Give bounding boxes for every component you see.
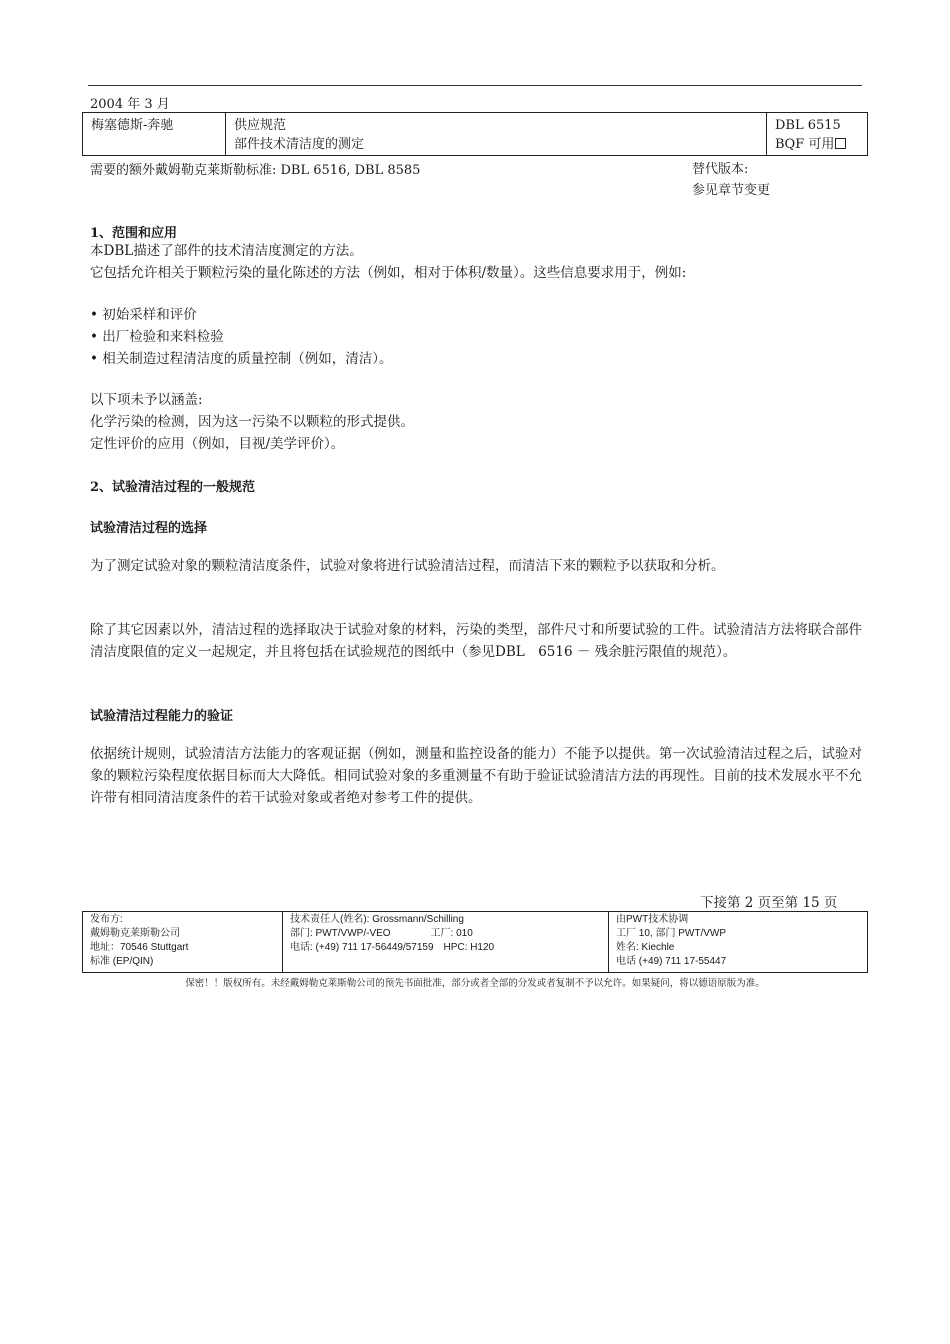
doc-number: DBL 6515	[775, 118, 841, 133]
additional-standards: 需要的额外戴姆勒克莱斯勒标准: DBL 6516, DBL 8585	[90, 163, 421, 178]
bqf-row	[775, 135, 859, 154]
footer-text: 技术责任人(姓名): Grossmann/Schilling	[290, 914, 464, 925]
footer-responsible	[283, 912, 609, 972]
section2-heading: 2、试验清洁过程的一般规范	[90, 480, 256, 495]
footer-text: 电话 (+49) 711 17-55447	[616, 956, 727, 967]
paragraph-2: 除了其它因素以外，清洁过程的选择取决于试验对象的材料，污染的类型，部件尺寸和所要试验的工件。试验清洁方法将联合部件清洁度限值的定义一起规定，并且将包括在试验规范的图纸中（参见DBL 6516 － 残余脏污限值的规范）。	[90, 622, 862, 660]
footer-text: 地址：70546 Stuttgart	[90, 942, 189, 953]
bullet-3: • 相关制造过程清洁度的质量控制（例如，清洁）。	[90, 351, 393, 367]
footer-text: 工厂 10, 部门 PWT/VWP	[616, 928, 727, 939]
bqf-label: BQF 可用	[775, 137, 835, 152]
company-cell: 梅塞德斯-奔驰	[83, 113, 226, 155]
paragraph-3: 依据统计规则，试验清洁方法能力的客观证据（例如，测量和监控设备的能力）不能予以提供。第一次试验清洁过程之后，试验对象的颗粒污染程度依据目标而大大降低。相同试验对象的多重测量不有助于验证试验清洁方法的再现性。目前的技术发展水平不允许带有相同清洁度条件的若干试验对象或者绝对参考工件的提供。	[90, 746, 862, 806]
top-rule	[88, 85, 862, 86]
replaces-block	[692, 159, 770, 201]
subheading-verification: 试验清洁过程能力的验证	[90, 709, 234, 724]
doc-title: 部件技术清洁度的测定	[234, 137, 365, 152]
page-continuation: 下接第 2 页至第 15 页	[700, 895, 838, 911]
header-table	[82, 112, 868, 156]
checkbox-icon	[835, 138, 846, 149]
footer-table	[82, 911, 868, 973]
footer-text: 部门: PWT/VWP/-VEO 工厂: 010	[290, 928, 473, 939]
document-date: 2004 年 3 月	[90, 97, 170, 112]
number-cell	[767, 113, 867, 155]
paragraph-1: 为了测定试验对象的颗粒清洁度条件，试验对象将进行试验清洁过程，而清洁下来的颗粒予以获取和分析。	[90, 558, 725, 574]
bullet-1: • 初始采样和评价	[90, 307, 197, 323]
footer-text: 发布方:	[90, 914, 123, 925]
not-covered-2: 定性评价的应用（例如，目视/美学评价）。	[90, 436, 345, 452]
footer-text: 戴姆勒克莱斯勒公司	[90, 928, 180, 939]
footer-text: 标准 (EP/QIN)	[90, 956, 154, 967]
section1-line1: 本DBL描述了部件的技术清洁度测定的方法。	[90, 243, 363, 259]
see-changes: 参见章节变更	[692, 183, 771, 198]
confidentiality-notice: 保密！！版权所有。未经戴姆勒克莱斯勒公司的预先书面批准，部分或者全部的分发或者复制不予以允许。如果疑问，将以德语原版为准。	[185, 978, 765, 989]
doc-type: 供应规范	[234, 118, 287, 133]
title-cell	[226, 113, 767, 155]
section1-heading: 1、范围和应用	[90, 226, 178, 241]
footer-coordination	[609, 912, 867, 972]
footer-text: 姓名: Kiechle	[616, 942, 675, 953]
footer-text: 由PWT技术协调	[616, 914, 689, 925]
footer-text: 电话: (+49) 711 17-56449/57159 HPC: H120	[290, 942, 495, 953]
bullet-2: • 出厂检验和来料检验	[90, 329, 224, 345]
not-covered-1: 化学污染的检测，因为这一污染不以颗粒的形式提供。	[90, 414, 414, 430]
replaces-label: 替代版本:	[692, 162, 749, 177]
footer-publisher	[83, 912, 283, 972]
not-covered-label: 以下项未予以涵盖:	[90, 392, 203, 408]
subheading-selection: 试验清洁过程的选择	[90, 521, 208, 536]
section1-line2: 它包括允许相关于颗粒污染的量化陈述的方法（例如，相对于体积/数量）。这些信息要求用于，例如:	[90, 265, 687, 281]
